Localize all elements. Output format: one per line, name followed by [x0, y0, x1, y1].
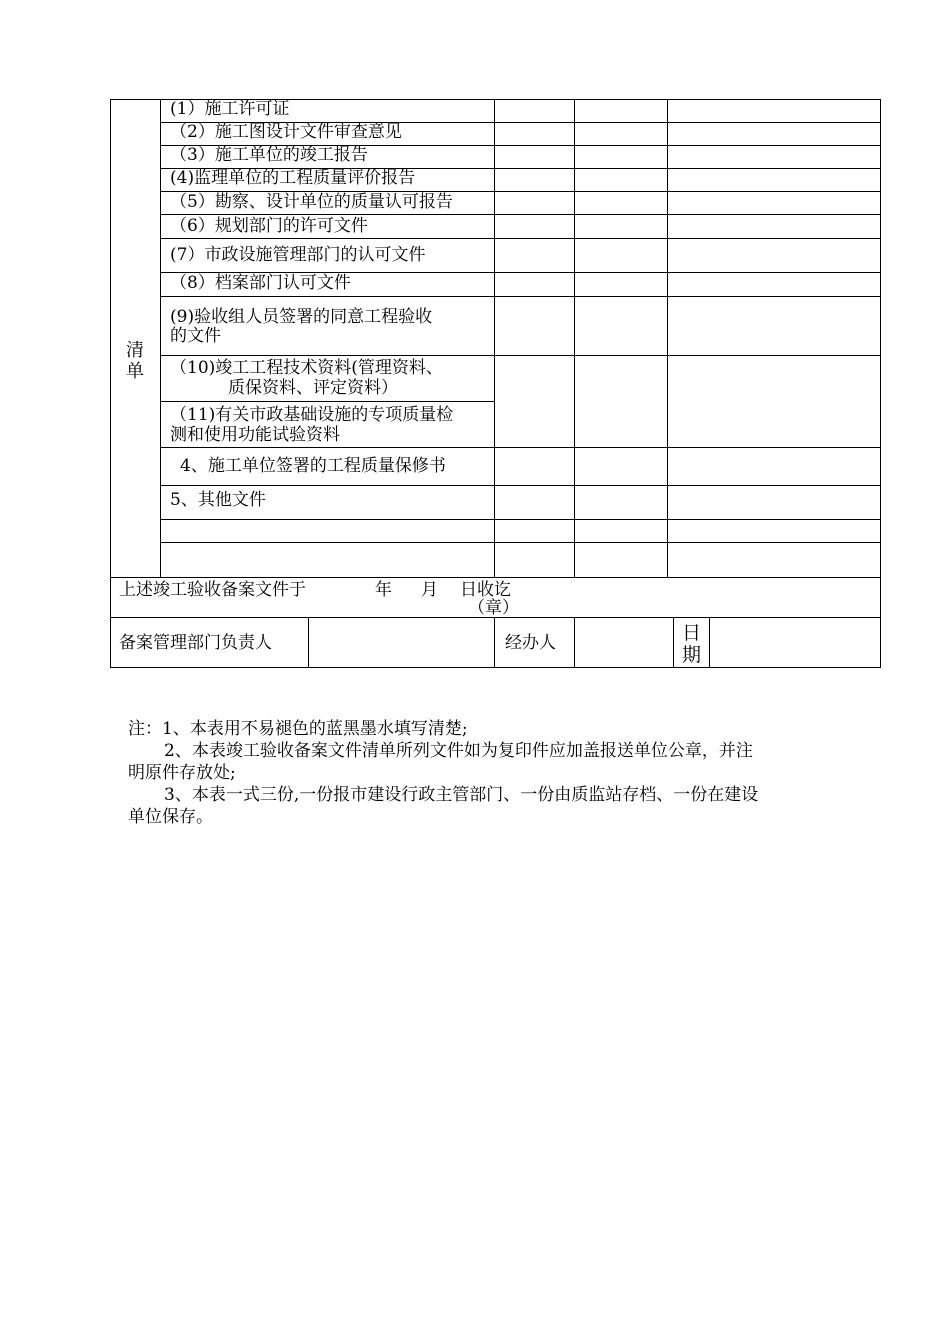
note-line: 明原件存放处; — [128, 763, 236, 783]
column-divider — [494, 99, 495, 578]
list-item: （11)有关市政基础设施的专项质量检 — [170, 405, 454, 425]
list-item: 测和使用功能试验资料 — [170, 425, 340, 445]
list-item: （3）施工单位的竣工报告 — [170, 145, 368, 165]
table-border-right — [880, 99, 881, 668]
receipt-month: 月 — [421, 580, 438, 600]
column-divider — [574, 617, 575, 668]
row-divider — [110, 577, 881, 578]
handler-label: 经办人 — [505, 633, 556, 653]
list-item: 4、施工单位签署的工程质量保修书 — [180, 456, 446, 476]
receipt-year: 年 — [375, 580, 392, 600]
column-divider — [574, 99, 575, 578]
receipt-text: 上述竣工验收备案文件于 — [119, 580, 306, 600]
row-divider — [160, 355, 881, 356]
notes — [128, 718, 848, 828]
row-divider — [160, 296, 881, 297]
note-line: 3、本表一式三份,一份报市建设行政主管部门、一份由质监站存档、一份在建设 — [164, 785, 759, 805]
row-divider — [160, 214, 881, 215]
table-border-left — [110, 99, 111, 668]
list-item: (9)验收组人员签署的同意工程验收 — [170, 307, 433, 327]
row-divider — [160, 542, 881, 543]
date-label: 日期 — [682, 622, 702, 666]
row-divider — [160, 447, 881, 448]
list-item: （10)竣工工程技术资料(管理资料、 — [170, 358, 443, 378]
note-line: 2、本表竣工验收备案文件清单所列文件如为复印件应加盖报送单位公章，并注 — [164, 741, 753, 761]
note-line: 注：1、本表用不易褪色的蓝黑墨水填写清楚; — [128, 719, 468, 739]
row-divider — [160, 401, 495, 402]
note-line: 单位保存。 — [128, 807, 213, 827]
list-item: 质保资料、评定资料） — [228, 378, 398, 398]
row-divider — [160, 238, 881, 239]
table-border-bottom — [110, 667, 881, 668]
column-divider — [308, 617, 309, 668]
column-divider — [494, 617, 495, 668]
list-item: (4)监理单位的工程质量评价报告 — [170, 168, 416, 188]
list-item: （8）档案部门认可文件 — [170, 273, 351, 293]
column-divider — [667, 99, 668, 578]
column-divider — [673, 617, 674, 668]
receipt-day: 日收讫 — [460, 580, 511, 600]
list-item: 的文件 — [170, 326, 221, 346]
list-item: （2）施工图设计文件审查意见 — [170, 122, 402, 142]
column-divider — [160, 99, 161, 578]
list-item: 5、其他文件 — [170, 490, 266, 510]
head-label: 备案管理部门负责人 — [119, 633, 272, 653]
list-item: （6）规划部门的许可文件 — [170, 216, 368, 236]
column-divider — [709, 617, 710, 668]
list-item: （5）勘察、设计单位的质量认可报告 — [170, 192, 453, 212]
list-item: (1）施工许可证 — [170, 99, 290, 119]
row-divider — [160, 519, 881, 520]
row-divider — [160, 485, 881, 486]
list-item: (7）市政设施管理部门的认可文件 — [170, 245, 426, 265]
side-label: 清单 — [126, 340, 144, 382]
receipt-seal: （章） — [468, 598, 519, 618]
